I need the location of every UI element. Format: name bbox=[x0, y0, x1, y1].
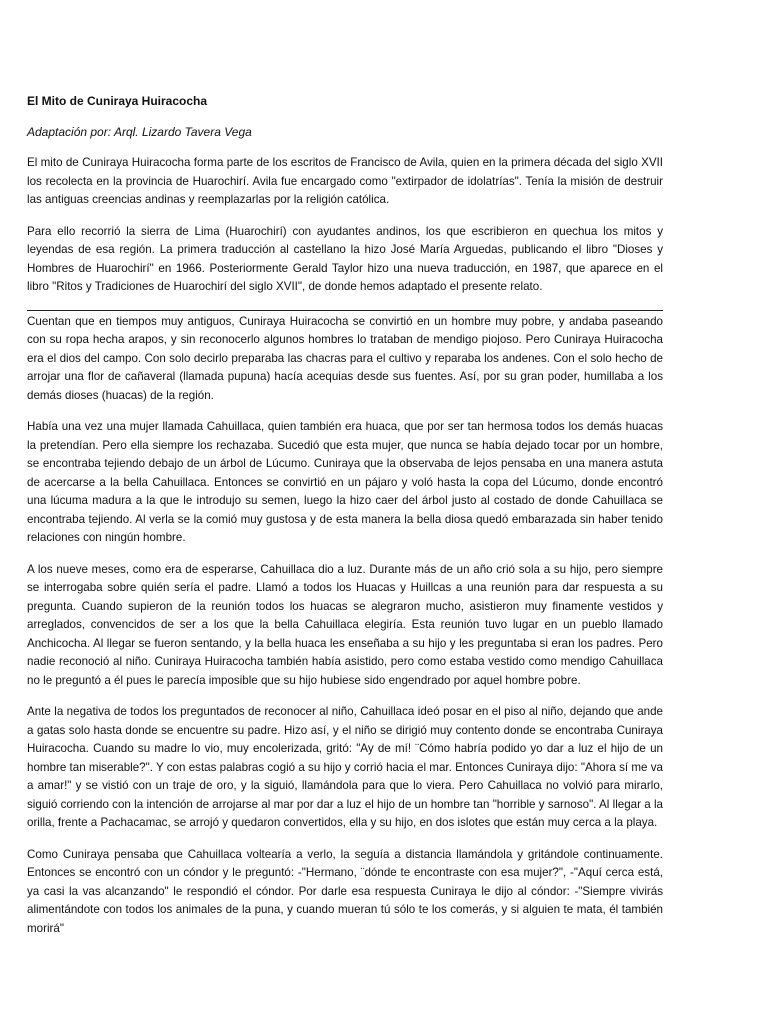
story-paragraph: Había una vez una mujer llamada Cahuillaca, quien también era huaca, que por ser tan hermosa todos los demás huacas la pretendían. Pero ella siempre los rechazaba. Sucedió que esta mujer, que nunca se había dejado tocar por un hombre, se encontraba tejiendo debajo de un árbol de Lúcumo. Cuniraya que la observaba de lejos pensaba en una manera astuta de acercarse a la bella Cahuillaca. Entonces se convirtió en un pájaro y voló hasta la copa del Lúcumo, donde encontró una lúcuma madura a la que le introdujo su semen, luego la hizo caer del árbol justo al costado de donde Cahuillaca se encontraba tejiendo. Al verla se la comió muy gustosa y de esta manera la bella diosa quedó embarazada sin haber tenido relaciones con ningún hombre. bbox=[27, 420, 663, 544]
document-page bbox=[27, 92, 663, 951]
intro-paragraph: Para ello recorrió la sierra de Lima (Huarochirí) con ayudantes andinos, los que escribieron en quechua los mitos y leyendas de esa región. La primera traducción al castellano la hizo José María Arguedas, publicando el libro "Dioses y Hombres de Huarochirí" en 1966. Posteriormente Gerald Taylor hizo una nueva traducción, en 1987, que aparece en el libro "Ritos y Tradiciones de Huarochirí del siglo XVII", de donde hemos adaptado el presente relato. bbox=[27, 224, 663, 293]
document-subtitle: Adaptación por: Arql. Lizardo Tavera Vega bbox=[27, 125, 252, 139]
story-paragraph: A los nueve meses, como era de esperarse, Cahuillaca dio a luz. Durante más de un año crió sola a su hijo, pero siempre se interrogaba sobre quién sería el padre. Llamó a todos los Huacas y Huillcas a una reunión para dar respuesta a su pregunta. Cuando supieron de la reunión todos los huacas se alegraron mucho, asistieron muy finamente vestidos y arreglados, convencidos de ser a los que la bella Cahuillaca elegiría. Esta reunión tuvo lugar en un pueblo llamado Anchicocha. Al llegar se fueron sentando, y la bella huaca les enseñaba a su hijo y les preguntaba si eran los padres. Pero nadie reconoció al niño. Cuniraya Huiracocha también había asistido, pero como estaba vestido como mendigo Cahuillaca no le preguntó a él pues le parecía imposible que su hijo hubiese sido engendrado por aquel hombre pobre. bbox=[27, 562, 663, 687]
document-title: El Mito de Cuniraya Huiracocha bbox=[27, 94, 208, 108]
story-paragraph: Ante la negativa de todos los preguntados de reconocer al niño, Cahuillaca ideó posar en el piso al niño, dejando que ande a gatas solo hasta donde se encuentre su padre. Hizo así, y el niño se dirigió muy contento donde se encontraba Cuniraya Huiracocha. Cuando su madre lo vio, muy encolerizada, gritó: "Ay de mí! ¨Cómo habría podido yo dar a luz el hijo de un hombre tan miserable?". Y con estas palabras cogió a su hijo y corrió hacia el mar. Entonces Cuniraya dijo: "Ahora sí me va a amar!" y se vistió con un traje de oro, y la siguió, llamándola para que lo viera. Pero Cahuillaca no volvió para mirarlo, siguió corriendo con la intención de arrojarse al mar por dar a luz el hijo de un hombre tan "horrible y sarnoso". Al llegar a la orilla, frente a Pachacamac, se arrojó y quedaron convertidos, ella y su hijo, en dos islotes que están muy cerca a la playa. bbox=[27, 705, 663, 829]
story-paragraph: Como Cuniraya pensaba que Cahuillaca voltearía a verlo, la seguía a distancia llamándola y gritándole continuamente. Entonces se encontró con un cóndor y le preguntó: -"Hermano, ¨dónde te encontraste con esa mujer?", -"Aquí cerca está, ya casi la vas alcanzando" le respondió el cóndor. Por darle esa respuesta Cuniraya le dijo al cóndor: -"Siempre vivirás alimentándote con todos los animales de la puna, y cuando mueran tú sólo te los comerás, y si alguien te mata, él también morirá" bbox=[27, 847, 663, 935]
intro-paragraph: El mito de Cuniraya Huiracocha forma parte de los escritos de Francisco de Avila, quien en la primera década del siglo XVII los recolecta en la provincia de Huarochirí. Avila fue encargado como "extirpador de idolatrías". Tenía la misión de destruir las antiguas creencias andinas y reemplazarlas por la religión católica. bbox=[27, 156, 663, 206]
section-divider bbox=[27, 310, 663, 311]
story-paragraph: Cuentan que en tiempos muy antiguos, Cuniraya Huiracocha se convirtió en un hombre muy pobre, y andaba paseando con su ropa hecha arapos, y sin reconocerlo algunos hombres lo trataban de mendigo piojoso. Pero Cuniraya Huiracocha era el dios del campo. Con solo decirlo preparaba las chacras para el cultivo y reparaba los andenes. Con el solo hecho de arrojar una flor de cañaveral (llamada pupuna) hacía acequias desde sus fuentes. Así, por su gran poder, humillaba a los demás dioses (huacas) de la región. bbox=[27, 314, 663, 402]
